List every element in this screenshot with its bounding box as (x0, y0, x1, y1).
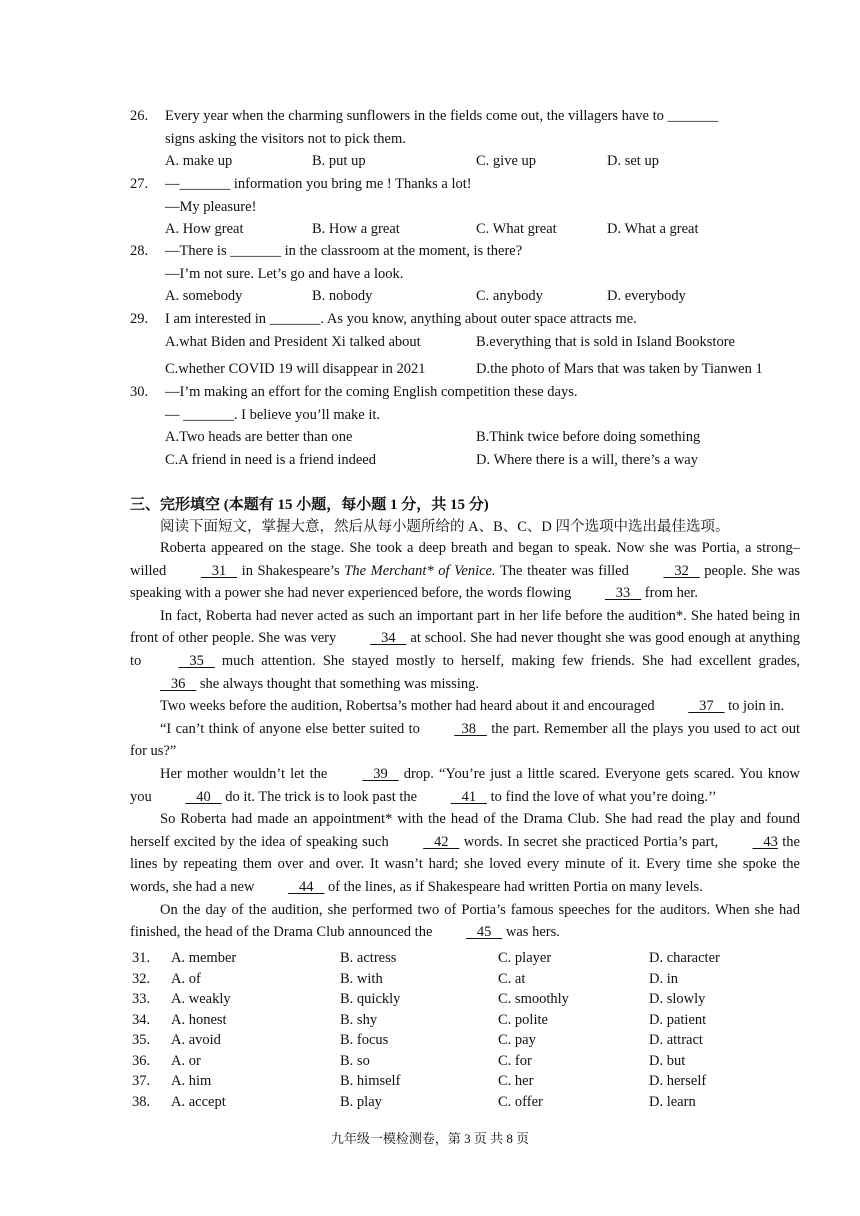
option-d: D. learn (649, 1093, 696, 1110)
text: was hers. (502, 924, 560, 941)
blank-39: 39 (362, 765, 399, 782)
option-d: D. What a great (607, 221, 699, 237)
option-c: C. smoothly (498, 991, 569, 1007)
text: On the day of the audition, she performed two of Portia’s famous speeches for the auditors. When she had finished, the head of the Drama Club announced the (130, 901, 800, 941)
option-c: C. What great (476, 221, 557, 237)
blank-35: 35 (178, 652, 215, 669)
text: at school. She had never thought she was good enough at anything to (130, 630, 800, 669)
answer-row (130, 1030, 800, 1051)
options-row (165, 150, 800, 173)
blank-34: 34 (370, 630, 407, 647)
option-c: C. anybody (476, 288, 543, 304)
option-c: C. polite (498, 1011, 548, 1028)
options-row (165, 218, 800, 241)
option-d: D. herself (649, 1073, 707, 1089)
option-c: C. give up (476, 153, 537, 169)
question-text: —I’m making an effort for the coming English competition these days. (165, 384, 578, 400)
option-d: D. everybody (607, 288, 686, 304)
option-b: B. nobody (312, 288, 373, 304)
option-d: D. but (649, 1052, 686, 1069)
blank-44: 44 (288, 878, 325, 895)
options-row (165, 449, 800, 472)
text: words. In secret she practiced Portia’s part, (459, 833, 723, 850)
option-c: C. her (498, 1073, 534, 1089)
option-b: B. quickly (340, 991, 401, 1007)
paragraph (130, 605, 800, 695)
blank-33: 33 (604, 585, 642, 602)
option-a: A. make up (165, 153, 233, 169)
answer-number: 33. (132, 991, 151, 1007)
text: from her. (641, 585, 698, 602)
question-text: —My pleasure! (165, 198, 257, 215)
option-d: D. character (649, 950, 720, 966)
option-a: A. member (171, 950, 237, 966)
option-c: C. at (498, 970, 526, 987)
option-b: B. put up (312, 153, 366, 169)
blank-45: 45 (466, 924, 503, 941)
text: Two weeks before the audition, Robertsa’s mother had heard about it and encouraged (160, 698, 659, 715)
text: much attention. She stayed mostly to herself, making few friends. She had excellent grades, (214, 652, 800, 669)
question-text: —_______ information you bring me ! Thanks a lot! (165, 176, 472, 192)
blank-42: 42 (423, 833, 460, 850)
answer-options (130, 948, 800, 1112)
text: to find the love of what you’re doing.’’ (486, 788, 717, 805)
option-a: A.Two heads are better than one (165, 429, 353, 445)
option-b: B. himself (340, 1073, 401, 1089)
text: So Roberta had made an appointment* with the head of the Drama Club. She had read the play and found herself excited by the idea of speaking such (130, 811, 800, 850)
question-text: I am interested in _______. As you know, anything about outer space attracts me. (165, 311, 637, 327)
option-a: A. him (171, 1073, 212, 1089)
text: Her mother wouldn’t let the (160, 765, 333, 782)
section-title: 三、完形填空 (本题有 15 小题，每小题 1 分，共 15 分) (130, 497, 489, 513)
option-b: B. How a great (312, 221, 400, 237)
paragraph (130, 808, 800, 898)
answer-row (130, 969, 800, 990)
option-d: D.the photo of Mars that was taken by Tianwen 1 (476, 361, 763, 377)
question-number: 29. (130, 311, 149, 327)
question-number: 28. (130, 243, 149, 259)
option-b: B.Think twice before doing something (476, 429, 701, 445)
option-d: D. set up (607, 153, 659, 169)
cloze-passage (130, 537, 800, 944)
option-b: B.everything that is sold in Island Bookstore (476, 333, 735, 350)
text: she always thought that something was missing. (196, 675, 479, 692)
blank-40: 40 (185, 788, 222, 805)
option-b: B. play (340, 1093, 382, 1110)
option-a: A. or (171, 1052, 201, 1069)
text: people. She was speaking with a power she had never experienced before, the words flowing (130, 562, 801, 602)
answer-number: 37. (132, 1073, 151, 1089)
option-c: C. for (498, 1052, 532, 1069)
paragraph (130, 718, 800, 763)
paragraph (130, 899, 800, 944)
answer-number: 36. (132, 1052, 151, 1069)
option-d: D. Where there is a will, there’s a way (476, 451, 698, 468)
blank-37: 37 (688, 698, 725, 715)
option-a: A. honest (171, 1011, 227, 1028)
options-row (165, 331, 800, 354)
text: The theater was filled (495, 562, 634, 579)
answer-number: 35. (132, 1032, 151, 1048)
option-a: A. accept (171, 1093, 226, 1110)
answer-number: 34. (132, 1011, 151, 1028)
option-c: C.whether COVID 19 will disappear in 2021 (165, 361, 426, 377)
question-number: 27. (130, 176, 149, 192)
option-b: B. actress (340, 950, 397, 966)
option-a: A. avoid (171, 1032, 221, 1048)
play-title: The Merchant* of Venice. (344, 562, 496, 579)
paragraph (130, 695, 800, 718)
options-row (165, 358, 800, 381)
option-a: A.what Biden and President Xi talked about (165, 333, 421, 350)
text: In fact, Roberta had never acted as such an important part in her life before the audition*. She hated being in front of other people. She was very (130, 607, 800, 647)
answer-number: 32. (132, 970, 151, 987)
answer-row (130, 989, 800, 1010)
answer-row (130, 1071, 800, 1092)
answer-number: 31. (132, 950, 151, 966)
option-b: B. so (340, 1052, 370, 1069)
text: the lines by repeating them over and over. It wasn’t hard; she loved every minute of it. Every time she spoke the words, she had a new (130, 833, 800, 895)
answer-number: 38. (132, 1093, 151, 1110)
blank-41: 41 (450, 788, 487, 805)
question-number: 30. (130, 384, 149, 400)
blank-32: 32 (663, 562, 700, 579)
option-c: C.A friend in need is a friend indeed (165, 451, 376, 468)
option-c: C. player (498, 950, 552, 966)
option-b: B. with (340, 970, 383, 987)
question-text: —I’m not sure. Let’s go and have a look. (165, 265, 404, 282)
option-d: D. attract (649, 1032, 703, 1048)
option-c: C. pay (498, 1032, 536, 1048)
answer-row (130, 1051, 800, 1072)
paragraph (130, 763, 800, 808)
option-a: A. How great (165, 221, 244, 237)
text: in Shakespeare’s (237, 562, 345, 579)
options-row (165, 285, 800, 308)
option-b: B. focus (340, 1032, 389, 1048)
text: drop. “You’re just a little scared. Everyone gets scared. You know you (130, 765, 800, 805)
text: do it. The trick is to look past the (221, 788, 421, 805)
blank-36: 36 (160, 675, 197, 692)
option-c: C. offer (498, 1093, 543, 1110)
option-b: B. shy (340, 1011, 378, 1028)
text: of the lines, as if Shakespeare had written Portia on many levels. (324, 878, 703, 895)
blank-38: 38 (454, 720, 487, 737)
text: “I can’t think of anyone else better suited to (160, 720, 425, 737)
question-text: —There is _______ in the classroom at the moment, is there? (165, 243, 523, 259)
answer-row (130, 1010, 800, 1031)
blank-31: 31 (200, 562, 238, 579)
question-text: — _______. I believe you’ll make it. (165, 406, 381, 423)
option-a: A. somebody (165, 288, 243, 304)
option-a: A. of (171, 970, 201, 987)
option-d: D. slowly (649, 991, 706, 1007)
text: Roberta appeared on the stage. She took a deep breath and began to speak. Now she was Portia, a strong–willed (130, 540, 800, 579)
text: the part. Remember all the plays you used to act out for us?” (130, 720, 801, 760)
answer-row (130, 948, 800, 969)
question-number: 26. (130, 108, 149, 124)
answer-row (130, 1092, 800, 1113)
text: to join in. (724, 698, 785, 715)
option-a: A. weakly (171, 991, 231, 1007)
question-text: Every year when the charming sunflowers in the fields come out, the villagers have to _______ (165, 108, 719, 124)
section-instruction: 阅读下面短文，掌握大意，然后从每小题所给的 A、B、C、D 四个选项中选出最佳选项。 (160, 519, 730, 535)
options-row (165, 426, 800, 449)
paragraph (130, 537, 800, 605)
page-footer: 九年级一模检测卷，第 3 页 共 8 页 (330, 1131, 530, 1146)
question-text: signs asking the visitors not to pick them. (165, 130, 406, 147)
blank-43: 43 (752, 833, 778, 850)
option-d: D. patient (649, 1011, 707, 1028)
option-d: D. in (649, 970, 678, 987)
